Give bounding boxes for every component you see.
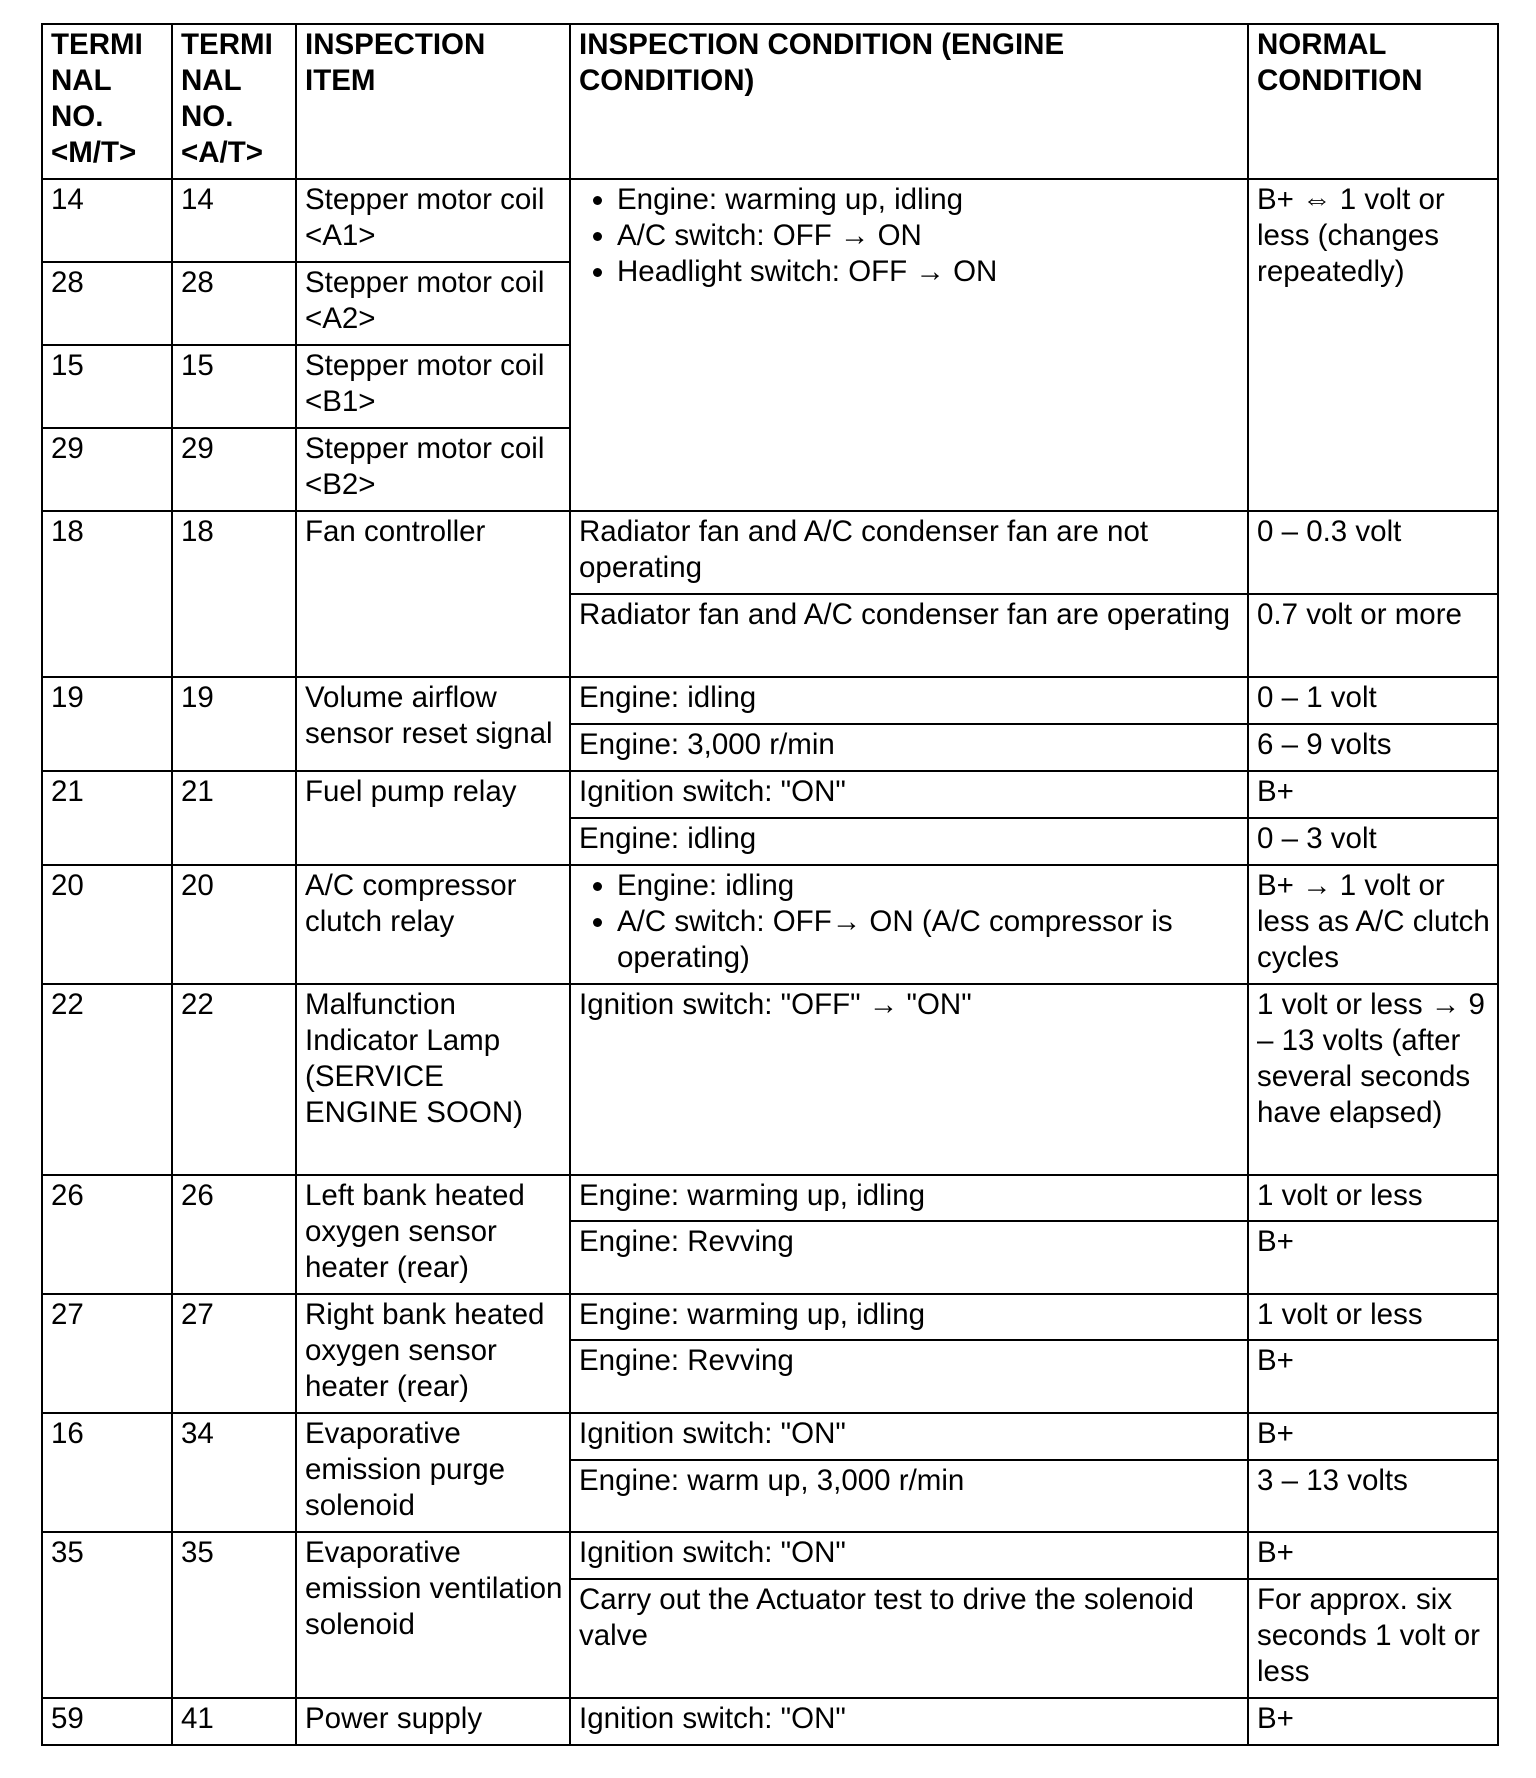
normal-condition: B+ xyxy=(1248,1221,1498,1294)
inspection-condition: Engine: warm up, 3,000 r/min xyxy=(570,1460,1248,1532)
header-row xyxy=(42,24,1498,179)
normal-condition: B+ xyxy=(1248,1698,1498,1745)
normal-condition: B+ ⇔ 1 volt or less (changes repeatedly) xyxy=(1248,179,1498,511)
list-item: • Headlight switch: OFF → ON xyxy=(617,254,1241,290)
inspection-condition: Radiator fan and A/C condenser fan are not operating xyxy=(570,511,1248,594)
table-row xyxy=(42,1698,1498,1745)
normal-condition: 1 volt or less xyxy=(1248,1175,1498,1221)
terminal-at: 35 xyxy=(172,1532,296,1698)
terminal-mt: 22 xyxy=(42,984,172,1175)
inspection-item: Left bank heated oxygen sensor heater (rear) xyxy=(296,1175,570,1294)
terminal-at: 19 xyxy=(172,677,296,771)
terminal-mt: 14 xyxy=(42,179,172,262)
normal-condition: B+ → 1 volt or less as A/C clutch cycles xyxy=(1248,865,1498,984)
inspection-condition: Ignition switch: "ON" xyxy=(570,1698,1248,1745)
inspection-condition: Engine: 3,000 r/min xyxy=(570,724,1248,771)
terminal-mt: 35 xyxy=(42,1532,172,1698)
inspection-item: Stepper motor coil <A2> xyxy=(296,262,570,345)
table-row xyxy=(42,984,1498,1175)
inspection-condition: Engine: Revving xyxy=(570,1340,1248,1413)
inspection-condition: Engine: Revving xyxy=(570,1221,1248,1294)
inspection-item: Malfunction Indicator Lamp (SERVICE ENGINE SOON) xyxy=(296,984,570,1175)
inspection-condition: Radiator fan and A/C condenser fan are operating xyxy=(570,594,1248,677)
inspection-item: Fuel pump relay xyxy=(296,771,570,865)
inspection-item: Right bank heated oxygen sensor heater (rear) xyxy=(296,1294,570,1413)
terminal-at: 20 xyxy=(172,865,296,984)
terminal-mt: 59 xyxy=(42,1698,172,1745)
inspection-condition: Engine: idling xyxy=(570,818,1248,865)
inspection-item: Stepper motor coil <B1> xyxy=(296,345,570,428)
inspection-item: Evaporative emission purge solenoid xyxy=(296,1413,570,1532)
inspection-condition: Ignition switch: "OFF" → "ON" xyxy=(570,984,1248,1175)
terminal-mt: 19 xyxy=(42,677,172,771)
inspection-condition: Carry out the Actuator test to drive the solenoid valve xyxy=(570,1579,1248,1698)
terminal-at: 27 xyxy=(172,1294,296,1413)
normal-condition: B+ xyxy=(1248,771,1498,818)
normal-condition: For approx. six seconds 1 volt or less xyxy=(1248,1579,1498,1698)
table-row xyxy=(42,179,1498,262)
normal-condition: 0 – 3 volt xyxy=(1248,818,1498,865)
terminal-inspection-table xyxy=(41,23,1499,1746)
inspection-item: Power supply xyxy=(296,1698,570,1745)
inspection-item: A/C compressor clutch relay xyxy=(296,865,570,984)
inspection-item: Fan controller xyxy=(296,511,570,677)
terminal-mt: 27 xyxy=(42,1294,172,1413)
table-row xyxy=(42,771,1498,818)
list-item: • A/C switch: OFF → ON xyxy=(617,218,1241,254)
terminal-at: 26 xyxy=(172,1175,296,1294)
normal-condition: 1 volt or less → 9 – 13 volts (after several seconds have elapsed) xyxy=(1248,984,1498,1175)
header-terminal-mt: TERMI NAL NO. <M/T> xyxy=(42,24,172,179)
terminal-mt: 21 xyxy=(42,771,172,865)
terminal-at: 34 xyxy=(172,1413,296,1532)
terminal-mt: 29 xyxy=(42,428,172,511)
terminal-at: 21 xyxy=(172,771,296,865)
terminal-at: 28 xyxy=(172,262,296,345)
inspection-condition: Ignition switch: "ON" xyxy=(570,1413,1248,1460)
terminal-at: 41 xyxy=(172,1698,296,1745)
terminal-mt: 28 xyxy=(42,262,172,345)
normal-condition: 0 – 1 volt xyxy=(1248,677,1498,724)
normal-condition: B+ xyxy=(1248,1413,1498,1460)
normal-condition: B+ xyxy=(1248,1532,1498,1579)
stepper-conditions-cell xyxy=(570,179,1248,511)
inspection-item: Volume airflow sensor reset signal xyxy=(296,677,570,771)
normal-condition: 1 volt or less xyxy=(1248,1294,1498,1340)
inspection-item: Stepper motor coil <B2> xyxy=(296,428,570,511)
list-item: • A/C switch: OFF→ ON (A/C compressor is operating) xyxy=(617,904,1241,976)
table-row xyxy=(42,865,1498,984)
table-row xyxy=(42,1294,1498,1340)
inspection-condition: Engine: warming up, idling xyxy=(570,1175,1248,1221)
header-normal-condition: NORMAL CONDITION xyxy=(1248,24,1498,179)
inspection-condition xyxy=(570,865,1248,984)
normal-condition: 0.7 volt or more xyxy=(1248,594,1498,677)
terminal-at: 15 xyxy=(172,345,296,428)
inspection-condition: Ignition switch: "ON" xyxy=(570,771,1248,818)
terminal-mt: 15 xyxy=(42,345,172,428)
inspection-condition: Engine: idling xyxy=(570,677,1248,724)
inspection-condition: Ignition switch: "ON" xyxy=(570,1532,1248,1579)
list-item: • Engine: warming up, idling xyxy=(617,182,1241,218)
header-inspection-condition: INSPECTION CONDITION (ENGINE CONDITION) xyxy=(570,24,1248,179)
terminal-at: 14 xyxy=(172,179,296,262)
table-row xyxy=(42,1532,1498,1579)
ac-condition-list xyxy=(579,868,1241,976)
list-item: • Engine: idling xyxy=(617,868,1241,904)
stepper-condition-list xyxy=(579,182,1241,290)
terminal-mt: 16 xyxy=(42,1413,172,1532)
table-row xyxy=(42,1413,1498,1460)
normal-condition: B+ xyxy=(1248,1340,1498,1413)
table-row xyxy=(42,511,1498,594)
terminal-mt: 26 xyxy=(42,1175,172,1294)
table-row xyxy=(42,1175,1498,1221)
terminal-inspection-sheet xyxy=(41,23,1497,1746)
inspection-item: Evaporative emission ventilation solenoid xyxy=(296,1532,570,1698)
terminal-at: 22 xyxy=(172,984,296,1175)
terminal-at: 18 xyxy=(172,511,296,677)
normal-condition: 3 – 13 volts xyxy=(1248,1460,1498,1532)
inspection-condition: Engine: warming up, idling xyxy=(570,1294,1248,1340)
inspection-item: Stepper motor coil <A1> xyxy=(296,179,570,262)
terminal-mt: 18 xyxy=(42,511,172,677)
terminal-at: 29 xyxy=(172,428,296,511)
normal-condition: 6 – 9 volts xyxy=(1248,724,1498,771)
terminal-mt: 20 xyxy=(42,865,172,984)
header-inspection-item: INSPECTION ITEM xyxy=(296,24,570,179)
header-terminal-at: TERMI NAL NO. <A/T> xyxy=(172,24,296,179)
table-row xyxy=(42,677,1498,724)
normal-condition: 0 – 0.3 volt xyxy=(1248,511,1498,594)
